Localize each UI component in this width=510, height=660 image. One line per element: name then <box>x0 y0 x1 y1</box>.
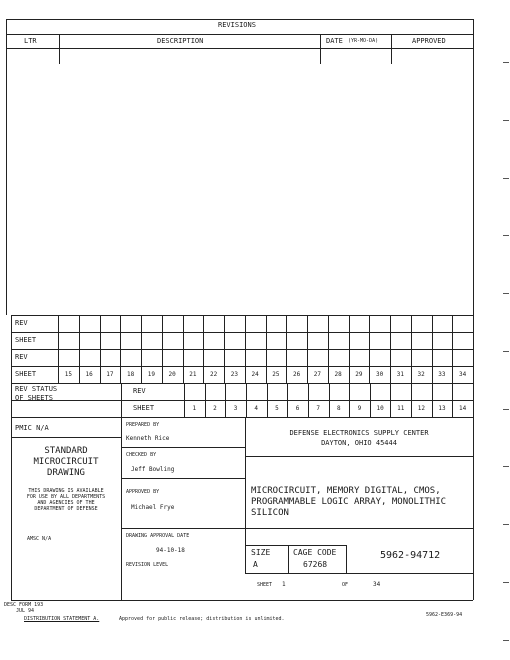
drawing-label: DRAWING <box>47 468 85 478</box>
sheet-number-cell: 27 <box>313 371 321 378</box>
status-sheet-number-cell: 13 <box>438 405 446 412</box>
rev-grid-column-line <box>473 315 474 383</box>
approval-date-label: DRAWING APPROVAL DATE <box>126 533 190 539</box>
revisions-col-date: DATE <box>326 37 343 45</box>
rev-row3-label: REV <box>15 353 28 361</box>
availability-line3: AND AGENCIES OF THE <box>37 500 95 506</box>
sheet-number-cell: 26 <box>293 371 301 378</box>
revisions-title: REVISIONS <box>218 21 256 29</box>
status-sheet-label: SHEET <box>133 404 155 412</box>
sheet-number-cell: 28 <box>334 371 342 378</box>
status-sheet-number-cell: 3 <box>233 405 238 412</box>
sheet-number-cell: 29 <box>355 371 363 378</box>
size-label: SIZE <box>251 548 271 557</box>
form-number: 5962-E369-94 <box>426 612 463 618</box>
sheet-number-cell: 24 <box>251 371 259 378</box>
title-line1: MICROCIRCUIT, MEMORY DIGITAL, CMOS, <box>251 486 441 496</box>
sheet-number-cell: 20 <box>168 371 176 378</box>
amsc-label: AMSC N/A <box>27 536 52 542</box>
rev-row1-label: REV <box>15 319 28 327</box>
availability-line1: THIS DRAWING IS AVAILABLE <box>28 488 104 494</box>
status-sheet-number-cell: 10 <box>376 405 384 412</box>
sheet-number-cell: 33 <box>438 371 446 378</box>
revisions-col-description: DESCRIPTION <box>157 37 204 45</box>
availability-line4: DEPARTMENT OF DEFENSE <box>34 506 98 512</box>
agency-line2: DAYTON, OHIO 45444 <box>321 439 397 447</box>
sheet-number-cell: 30 <box>376 371 384 378</box>
size-value: A <box>253 560 258 569</box>
prepared-by-label: PREPARED BY <box>126 422 160 428</box>
standard-label: STANDARD <box>44 446 88 456</box>
availability-line2: FOR USE BY ALL DEPARTMENTS <box>26 494 106 500</box>
sheet-label: SHEET <box>257 582 273 588</box>
of-value: 34 <box>373 581 381 588</box>
approved-by-name: Michael Frye <box>131 504 175 511</box>
rev-status-label-line2: OF SHEETS <box>15 394 53 402</box>
status-sheet-number-cell: 14 <box>459 405 467 412</box>
sheet-number-cell: 25 <box>272 371 280 378</box>
sheet-number-cell: 15 <box>64 371 72 378</box>
revisions-col-approved: APPROVED <box>412 37 446 45</box>
pmic-label: PMIC N/A <box>15 424 49 432</box>
status-sheet-number-cell: 9 <box>357 405 362 412</box>
status-sheet-number-cell: 12 <box>417 405 425 412</box>
status-sheet-number-cell: 11 <box>397 405 405 412</box>
sheet-number-cell: 22 <box>210 371 218 378</box>
sheet-number-cell: 19 <box>147 371 155 378</box>
title-line3: SILICON <box>251 508 289 518</box>
approved-by-label: APPROVED BY <box>126 489 160 495</box>
cage-code-label: CAGE CODE <box>293 548 337 557</box>
sheet-number-cell: 18 <box>127 371 135 378</box>
of-label: OF <box>342 582 349 588</box>
title-line2: PROGRAMMABLE LOGIC ARRAY, MONOLITHIC <box>251 497 447 507</box>
sheet-number-cell: 21 <box>189 371 197 378</box>
agency-line1: DEFENSE ELECTRONICS SUPPLY CENTER <box>289 429 429 437</box>
sheet-number-cell: 23 <box>230 371 238 378</box>
sheet-value: 1 <box>282 581 286 588</box>
microcircuit-label: MICROCIRCUIT <box>33 457 99 467</box>
checked-by-label: CHECKED BY <box>126 452 157 458</box>
sheet-number-cell: 32 <box>417 371 425 378</box>
form-id-line1: DESC FORM 193 <box>4 602 44 608</box>
sheet-number-cell: 31 <box>396 371 404 378</box>
status-rev-label: REV <box>133 387 146 395</box>
sheet-number-cell: 17 <box>106 371 114 378</box>
revisions-col-ltr: LTR <box>24 37 37 45</box>
form-id-line2: JUL 94 <box>16 608 35 614</box>
status-sheet-number-cell: 7 <box>316 405 320 412</box>
sheet-number-cell: 34 <box>459 371 467 378</box>
rev-status-label-line1: REV STATUS <box>15 385 58 393</box>
cage-code-value: 67268 <box>303 560 328 569</box>
checked-by-name: Jeff Bowling <box>131 466 175 473</box>
revisions-col-date-format: (YR-MO-DA) <box>348 38 379 44</box>
sheet-row4-label: SHEET <box>15 370 37 378</box>
status-sheet-number-cell: 5 <box>275 405 279 412</box>
status-sheet-number-cell: 2 <box>213 405 217 412</box>
status-sheet-number-cell: 6 <box>295 405 300 412</box>
distribution-statement-text: Approved for public release; distribution is unlimited. <box>119 616 285 622</box>
drawing-number: 5962-94712 <box>380 550 441 561</box>
status-sheet-number-cell: 8 <box>337 405 341 412</box>
distribution-statement-label: DISTRIBUTION STATEMENT A. <box>24 616 100 622</box>
status-grid-column-line <box>473 383 474 417</box>
revision-level-label: REVISION LEVEL <box>126 562 169 568</box>
approval-date-value: 94-10-18 <box>156 547 185 554</box>
sheet-number-cell: 16 <box>85 371 93 378</box>
status-sheet-number-cell: 1 <box>192 405 197 412</box>
sheet-row2-label: SHEET <box>15 336 37 344</box>
status-sheet-number-cell: 4 <box>254 405 259 412</box>
prepared-by-name: Kenneth Rice <box>126 435 170 442</box>
